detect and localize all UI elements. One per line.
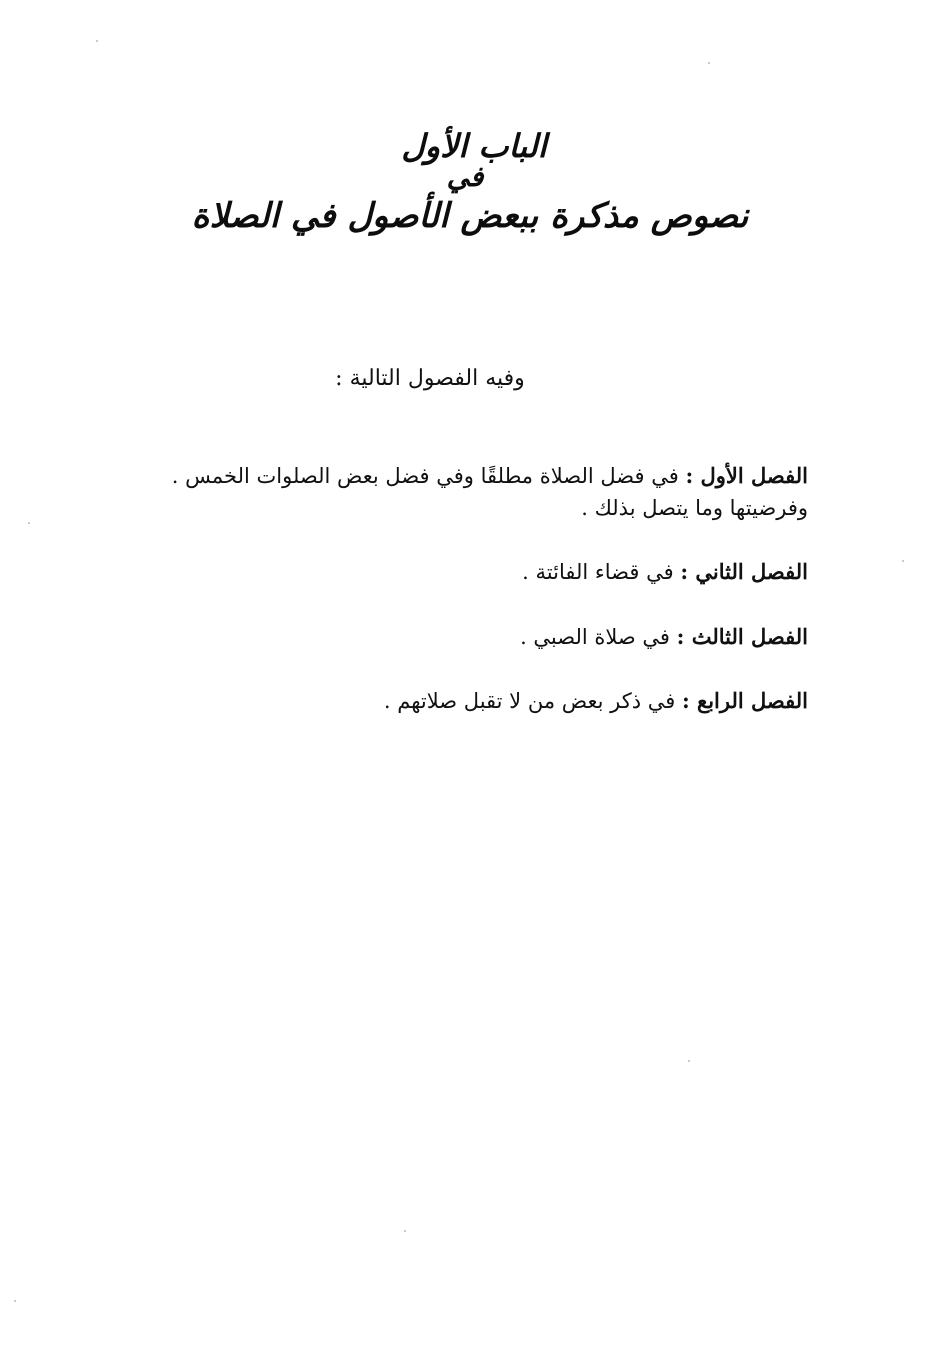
chapter-title-preposition: في <box>446 159 484 193</box>
chapter-label: الفصل الرابع : <box>681 688 808 713</box>
chapter-label: الفصل الثالث : <box>676 623 808 649</box>
chapter-text: في صلاة الصبي . <box>520 624 670 649</box>
intro-text: وفيه الفصول التالية : <box>335 366 525 391</box>
chapter-item-1 <box>118 460 808 524</box>
chapter-label: الفصل الثاني : <box>680 559 808 584</box>
chapter-item-4 <box>118 685 808 718</box>
chapter-item-2 <box>118 556 808 589</box>
chapter-title-block <box>0 128 930 236</box>
chapter-title: الباب الأول <box>401 127 547 165</box>
chapter-list <box>118 460 808 750</box>
intro-line <box>0 366 930 391</box>
chapter-text: في فضل الصلاة مطلقًا وفي فضل بعض الصلوات الخمس . <box>171 464 679 488</box>
scan-speck <box>14 1300 16 1302</box>
scan-speck <box>708 62 710 64</box>
chapter-text: في ذكر بعض من لا تقبل صلاتهم . <box>383 689 676 713</box>
scan-speck <box>902 560 904 562</box>
chapter-item-3 <box>118 621 808 654</box>
chapter-text: في قضاء الفائتة . <box>522 560 674 584</box>
chapter-subtitle: نصوص مذكرة ببعض الأصول في الصلاة <box>191 195 749 236</box>
chapter-text-continuation: وفرضيتها وما يتصل بذلك . <box>581 495 808 520</box>
scan-speck <box>404 1230 406 1232</box>
scan-speck <box>96 40 98 42</box>
scan-speck <box>688 1060 690 1062</box>
chapter-label: الفصل الأول : <box>685 463 808 488</box>
scan-speck <box>28 522 30 524</box>
